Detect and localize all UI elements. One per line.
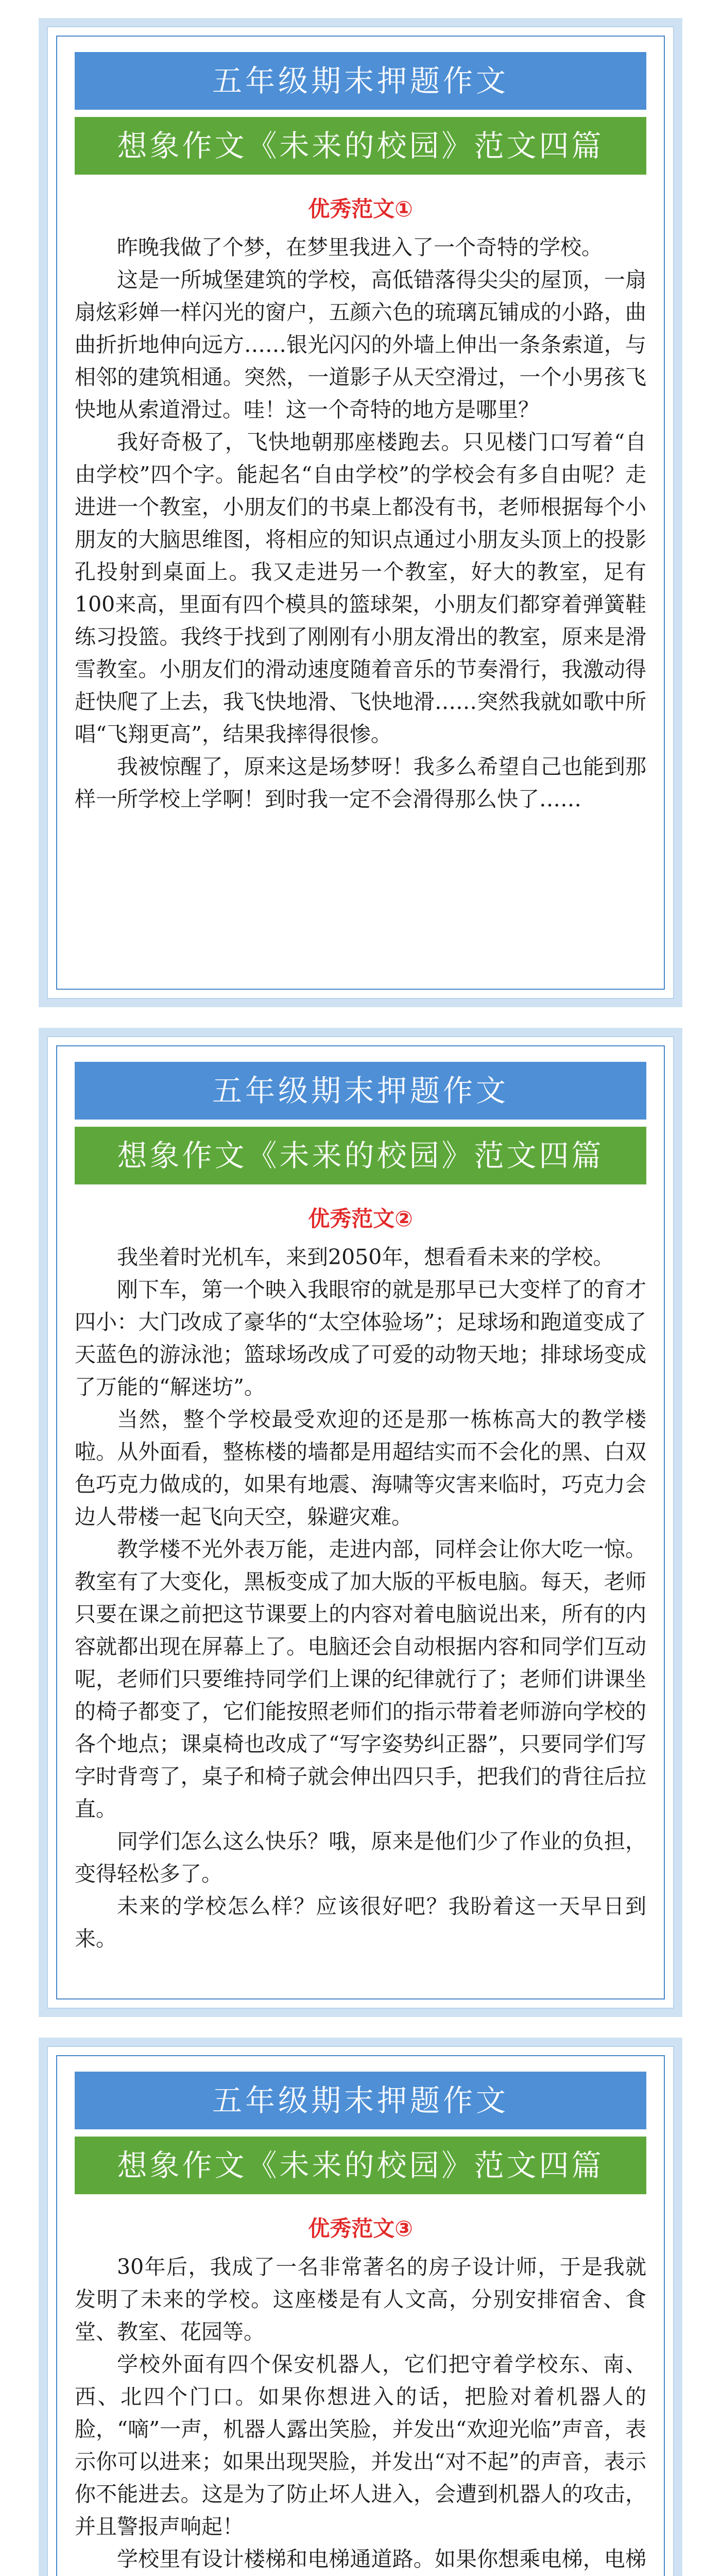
essay-paragraph: 昨晚我做了个梦，在梦里我进入了一个奇特的学校。 <box>117 235 603 260</box>
essay-paragraph: 当然，整个学校最受欢迎的还是那一栋栋高大的教学楼啦。从外面看，整栋楼的墙都是用超结实而不会化的黑、白双色巧克力做成的，如果有地震、海啸等灾害来临时，巧克力会边人带楼一起飞向天空，躲避灾难。 <box>75 1407 646 1529</box>
essay-paragraph: 同学们怎么这么快乐？哦，原来是他们少了作业的负担，变得轻松多了。 <box>75 1829 646 1886</box>
essay-paragraph: 学校外面有四个保安机器人，它们把守着学校东、南、西、北四个门口。如果你想进入的话，把脸对着机器人的脸，“嘀”一声，机器人露出笑脸，并发出“欢迎光临”声音，表示你可以进来；如果出现哭脸，并发出“对不起”的声音，表示你不能进去。这是为了防止坏人进入，会遭到机器人的攻击，并且警报声响起！ <box>75 2352 646 2539</box>
banner-title: 五年级期末押题作文 <box>75 1062 646 1120</box>
essay-paragraph: 我被惊醒了，原来这是场梦呀！我多么希望自己也能到那样一所学校上学啊！到时我一定不会滑得那么快了…… <box>75 754 646 811</box>
essay-card-frame <box>56 1045 665 1999</box>
banner-subtitle: 想象作文《未来的校园》范文四篇 <box>75 2137 646 2194</box>
essay-paragraph: 刚下车，第一个映入我眼帘的就是那早已大变样了的育才四小：大门改成了豪华的“太空体验场”；足球场和跑道变成了天蓝色的游泳池；篮球场改成了可爱的动物天地；排球场变成了万能的“解迷坊”。 <box>75 1277 646 1399</box>
essay-paragraph: 30年后，我成了一名非常著名的房子设计师，于是我就发明了未来的学校。这座楼是有人文高，分别安排宿舍、食堂、教室、花园等。 <box>75 2255 646 2344</box>
essay-body <box>75 1241 646 1955</box>
sample-label: 优秀范文① <box>308 196 413 222</box>
banner-subtitle: 想象作文《未来的校园》范文四篇 <box>75 1127 646 1184</box>
essay-card-3 <box>39 2038 682 2576</box>
essay-body <box>75 231 646 816</box>
essay-paragraph: 我好奇极了，飞快地朝那座楼跑去。只见楼门口写着“自由学校”四个字。能起名“自由学校”的学校会有多自由呢？走进进一个教室，小朋友们的书桌上都没有书，老师根据每个小朋友的大脑思维图，将相应的知识点通过小朋友头顶上的投影孔投射到桌面上。我又走进另一个教室，好大的教室，足有100来高，里面有四个模具的篮球架，小朋友们都穿着弹簧鞋练习投篮。我终于找到了刚刚有小朋友滑出的教室，原来是滑雪教室。小朋友们的滑动速度随着音乐的节奏滑行，我激动得赶快爬了上去，我飞快地滑、飞快地滑……突然我就如歌中所唱“飞翔更高”，结果我摔得很惨。 <box>75 430 646 747</box>
essay-card-frame <box>56 36 665 990</box>
sample-label: 优秀范文③ <box>308 2216 413 2241</box>
banner-title: 五年级期末押题作文 <box>75 52 646 110</box>
sample-label: 优秀范文② <box>308 1206 413 1231</box>
essay-card-1 <box>39 18 682 1007</box>
banner-title: 五年级期末押题作文 <box>75 2072 646 2129</box>
essay-paragraph: 未来的学校怎么样？应该很好吧？我盼着这一天早日到来。 <box>75 1894 646 1951</box>
essay-paragraph: 这是一所城堡建筑的学校，高低错落得尖尖的屋顶，一扇扇炫彩婵一样闪光的窗户，五颜六色的琉璃瓦铺成的小路，曲曲折折地伸向远方……银光闪闪的外墙上伸出一条条索道，与相邻的建筑相通。突然，一道影子从天空滑过，一个小男孩飞快地从索道滑过。哇！这一个奇特的地方是哪里？ <box>75 267 646 422</box>
banner-subtitle: 想象作文《未来的校园》范文四篇 <box>75 117 646 175</box>
essay-body <box>75 2251 646 2576</box>
essay-paragraph: 教学楼不光外表万能，走进内部，同样会让你大吃一惊。教室有了大变化，黑板变成了加大版的平板电脑。每天，老师只要在课之前把这节课要上的内容对着电脑说出来，所有的内容就都出现在屏幕上了。电脑还会自动根据内容和同学们互动呢，老师们只要维持同学们上课的纪律就行了；老师们讲课坐的椅子都变了，它们能按照老师们的指示带着老师游向学校的各个地点；课桌椅也改成了“写字姿势纠正器”，只要同学们写字时背弯了，桌子和椅子就会伸出四只手，把我们的背往后拉直。 <box>75 1537 646 1821</box>
essay-card-frame <box>56 2055 665 2576</box>
essay-paragraph: 学校里有设计楼梯和电梯通道路。如果你想乘电梯，电梯 <box>117 2547 646 2571</box>
essay-paragraph: 我坐着时光机车，来到2050年，想看看未来的学校。 <box>117 1245 614 1269</box>
essay-card-2 <box>39 1028 682 2017</box>
